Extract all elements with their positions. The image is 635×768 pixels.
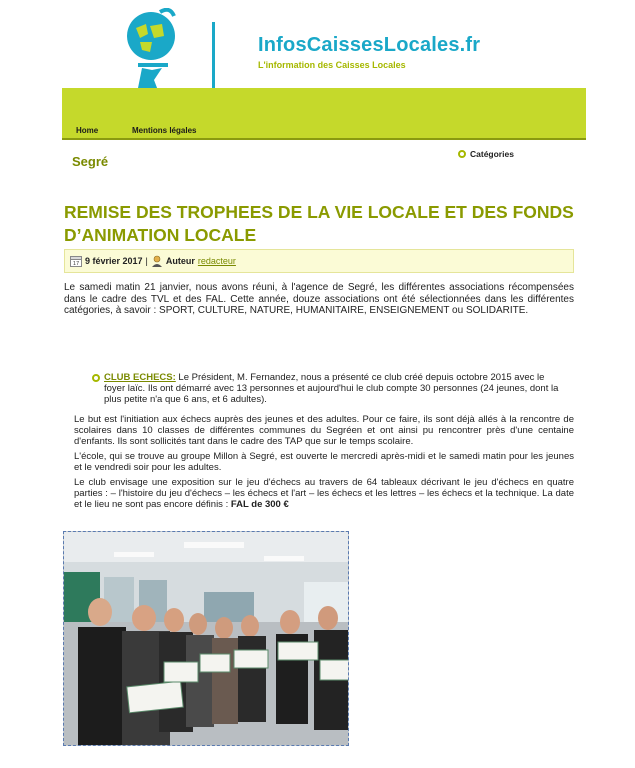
nav-bar	[62, 88, 586, 140]
article-paragraph-3	[74, 477, 574, 510]
nav-mentions-link[interactable]: Mentions légales	[132, 126, 197, 135]
club-paragraph	[104, 372, 562, 405]
nav-home-link[interactable]: Home	[76, 126, 99, 135]
calendar-icon	[70, 255, 82, 267]
club-text: Le Président, M. Fernandez, nous a présenté ce club créé depuis octobre 2015 avec le foyer laïc. Ils ont démarré avec 13 personnes et aujourd'hui le club compte 30 personnes (24 jeunes, dont la plus petite n'a que 6 ans, et 6 adultes).	[104, 372, 559, 405]
meta-separator: |	[145, 256, 148, 266]
categories-label: Catégories	[470, 149, 514, 159]
club-entry	[92, 372, 562, 405]
article-date: 9 février 2017	[85, 256, 143, 266]
author-icon	[151, 255, 163, 267]
bullet-icon	[92, 374, 100, 382]
sidebar-categories[interactable]	[458, 149, 514, 159]
fal-amount: FAL de 300 €	[230, 499, 289, 510]
header-divider	[212, 22, 215, 88]
club-name: CLUB ECHECS:	[104, 372, 176, 383]
author-link[interactable]: redacteur	[197, 256, 236, 266]
article-intro: Le samedi matin 21 janvier, nous avons réuni, à l'agence de Segré, les différentes associations récompensées dans le cadre des TVL et des FAL. Cette année, douze associations ont été sélectionnées dans les différentes catégories, à savoir : SPORT, CULTURE, NATURE, HUMANITAIRE, ENSEIGNEMENT ou SOLIDARITE.	[64, 282, 574, 316]
author-label: Auteur	[165, 256, 195, 266]
paragraph-3-text: Le club envisage une exposition sur le jeu d'échecs au travers de 64 tableaux décrivant le jeu d'échecs en quatre parties : – l'histoire du jeu d'échecs – les échecs et l'art – les échecs et les lettres – les échecs et la technique. La date et le lieu ne sont pas encore définis :	[74, 477, 574, 510]
svg-text:17: 17	[72, 261, 80, 267]
group-photo-illustration	[64, 532, 349, 746]
article-title[interactable]: REMISE DES TROPHEES DE LA VIE LOCALE ET DES FONDS D’ANIMATION LOCALE	[64, 202, 574, 245]
article-meta	[64, 249, 574, 273]
site-tagline: L'information des Caisses Locales	[258, 60, 406, 70]
section-title: Segré	[72, 154, 109, 169]
article-paragraph-1: Le but est l'initiation aux échecs auprès des jeunes et des adultes. Pour ce faire, ils sont déjà allés à la rencontre de scolaires dans 10 classes de différentes communes du Segréen et ont ainsi pu rencontrer près d'une centaine d'enfants. Ils sont sollicités tant dans le cadre des TAP que sur le temps scolaire.	[74, 414, 574, 447]
site-header	[0, 0, 635, 88]
article-paragraph-2: L'école, qui se trouve au groupe Millon à Segré, est ouverte le mercredi après-midi et le samedi matin pour les jeunes et le vendredi soir pour les adultes.	[74, 451, 574, 473]
site-title[interactable]: InfosCaissesLocales.fr	[258, 34, 481, 56]
article-photo[interactable]	[63, 531, 349, 746]
bullet-icon	[458, 150, 466, 158]
